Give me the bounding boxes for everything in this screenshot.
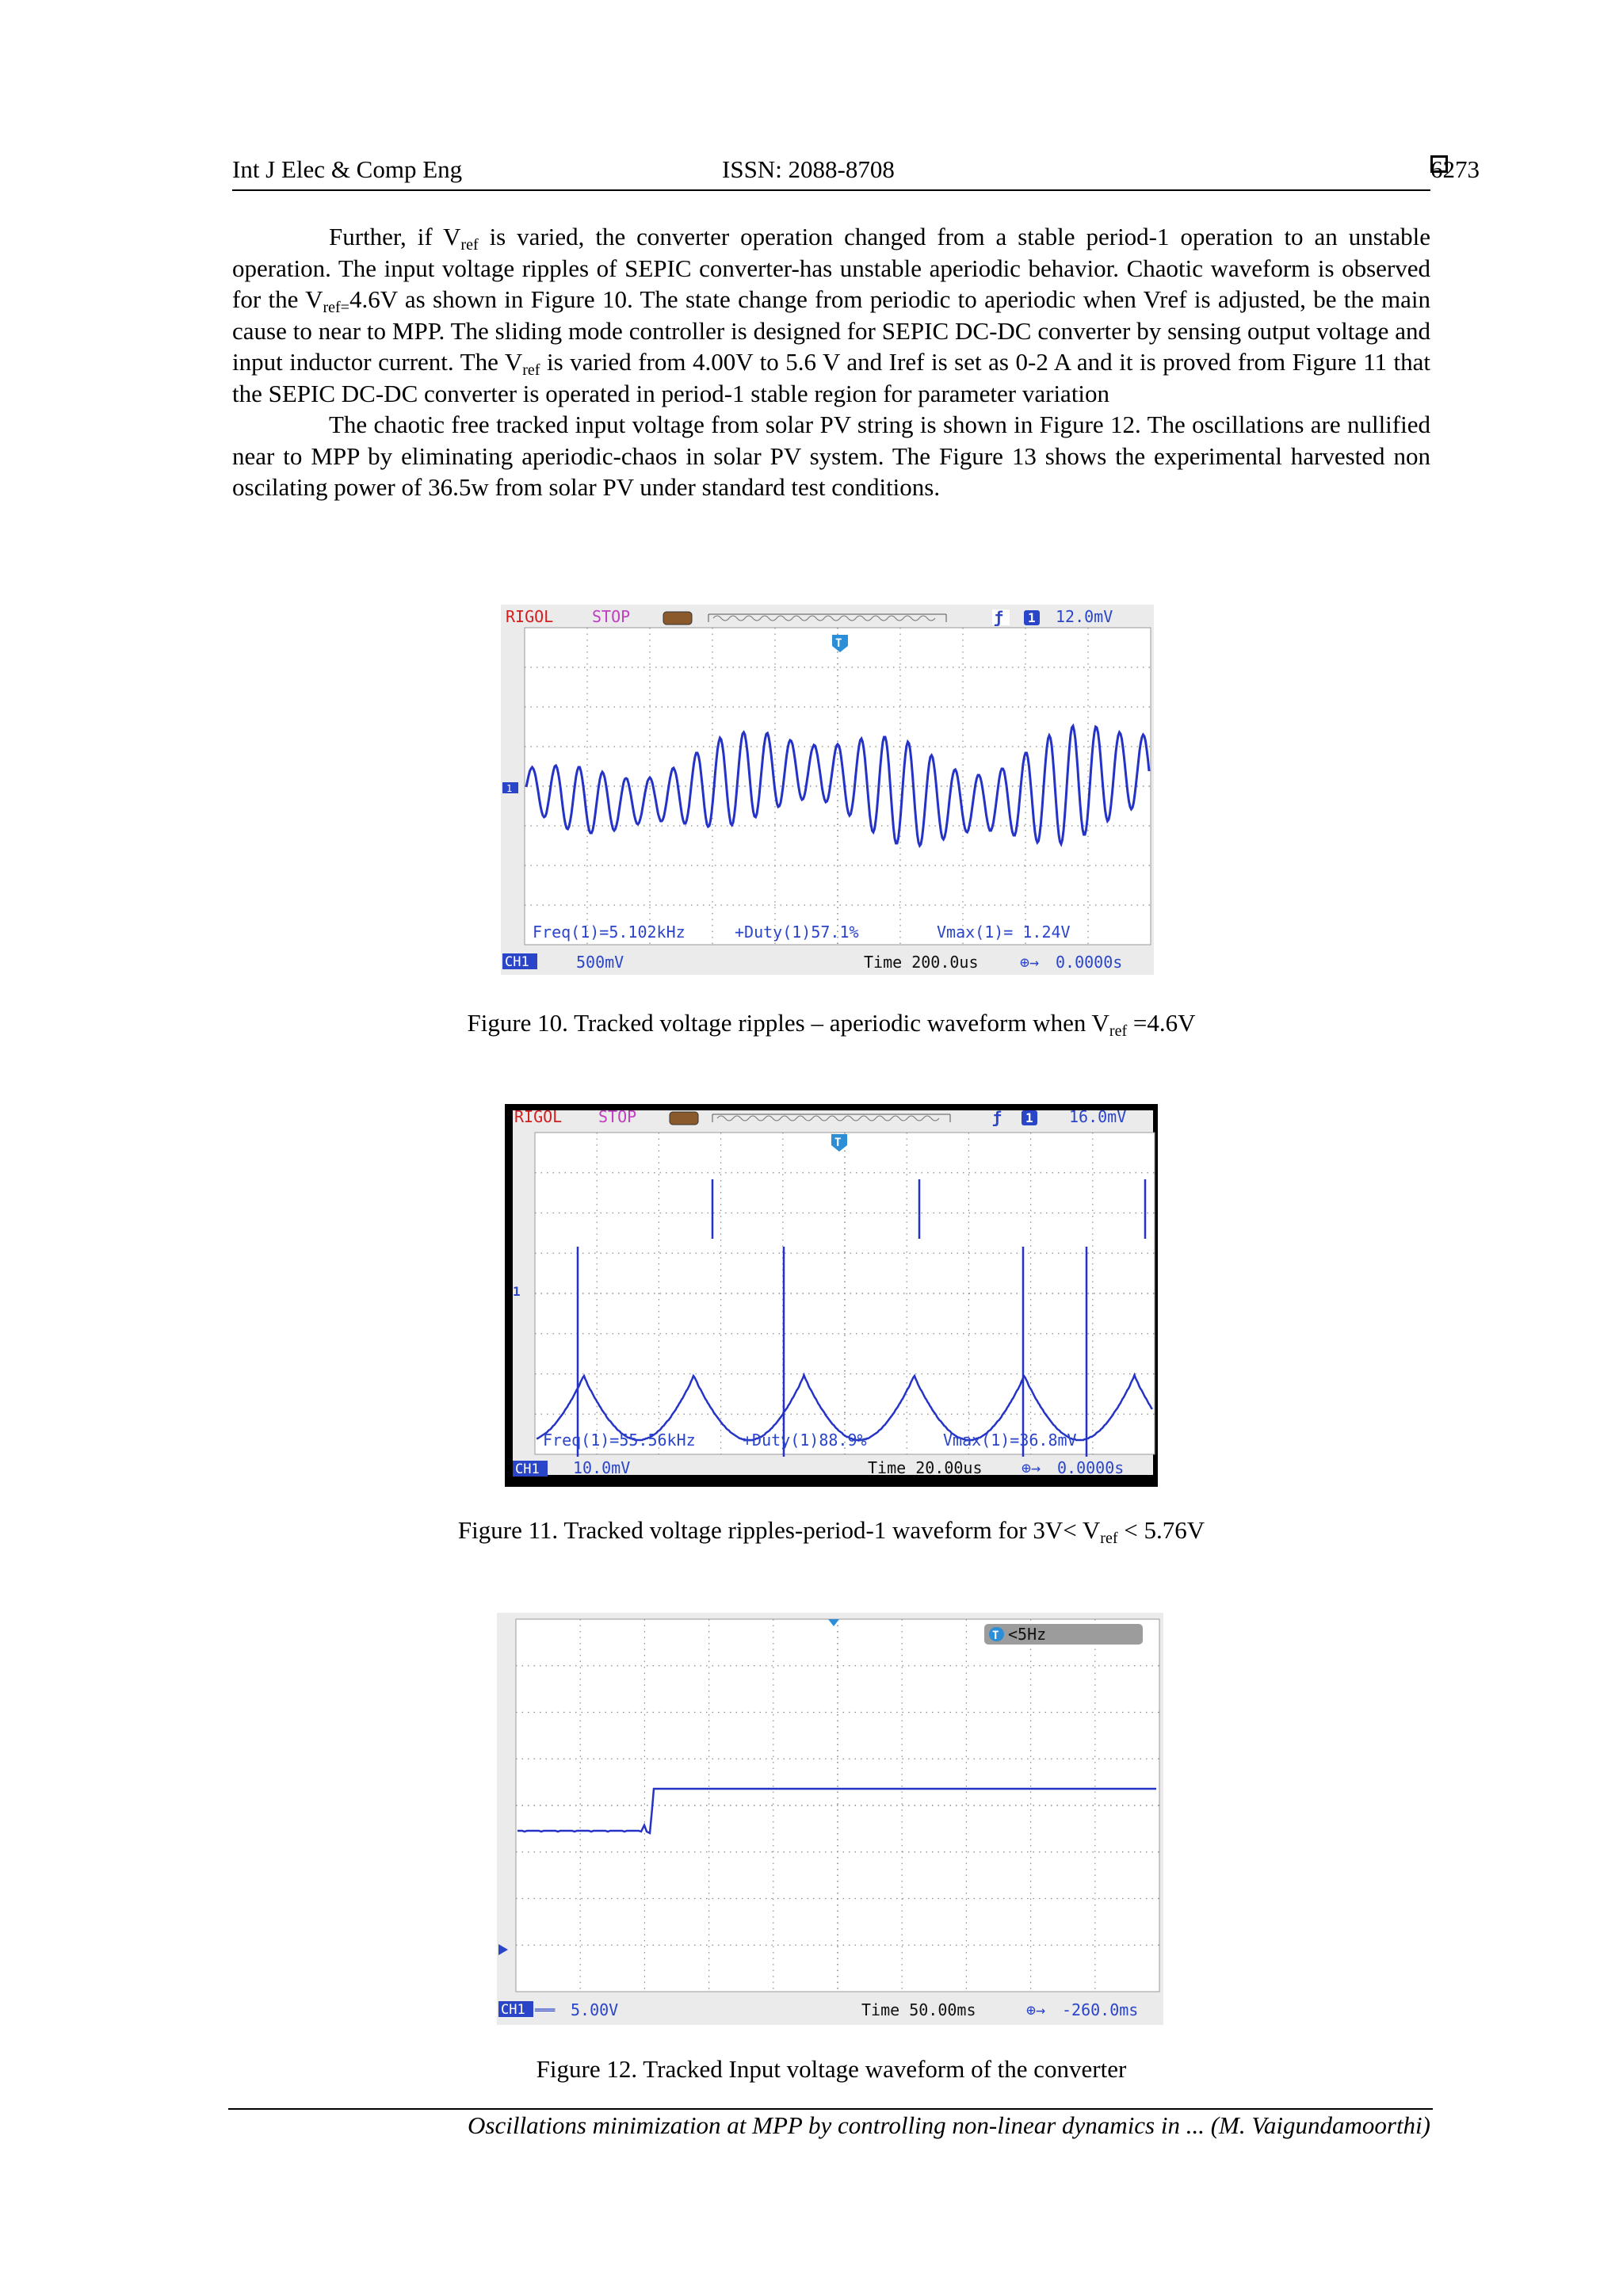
channel-marker-icon: 1 [513, 1284, 521, 1299]
figure-12-oscilloscope [497, 1613, 1163, 2025]
offset-arrow-icon: ⊕→ [1022, 1458, 1041, 1477]
footer-rule [228, 2108, 1433, 2110]
scope-screen [505, 1104, 1158, 1487]
channel-label: CH1 [505, 954, 529, 970]
subscript: ref [460, 236, 479, 254]
duty-measurement: +Duty(1)88.9% [743, 1431, 867, 1450]
caption-subscript: ref [1100, 1530, 1118, 1547]
header-rule [232, 189, 1430, 191]
channel-label: CH1 [501, 2002, 525, 2018]
issn: ISSN: 2088-8708 [722, 155, 895, 183]
state-label: STOP [592, 607, 631, 626]
caption-text: Figure 11. Tracked voltage ripples-period-1 waveform for 3V< V [457, 1516, 1101, 1544]
volts-per-div: 10.0mV [573, 1458, 631, 1477]
subscript: ref= [323, 299, 349, 316]
svg-text:T: T [834, 1137, 842, 1149]
timebase: Time 200.0us [864, 953, 979, 972]
figure-11-caption [232, 1516, 1430, 1545]
horizontal-offset: 0.0000s [1057, 1458, 1125, 1477]
figure-11-oscilloscope [505, 1104, 1158, 1487]
duty-measurement: +Duty(1)57.1% [735, 923, 859, 942]
caption-subscript: ref [1109, 1022, 1128, 1040]
horizontal-offset: -260.0ms [1062, 2000, 1139, 2019]
volts-per-div: 500mV [576, 953, 624, 972]
horizontal-offset: 0.0000s [1056, 953, 1123, 972]
svg-text:1: 1 [1025, 1110, 1033, 1125]
timebase: Time 20.00us [868, 1458, 983, 1477]
offset-arrow-icon: ⊕→ [1026, 2000, 1046, 2019]
vmax-measurement: Vmax(1)=36.8mV [943, 1431, 1077, 1450]
svg-text:T: T [992, 1629, 999, 1642]
brand-label: RIGOL [514, 1107, 563, 1126]
figure-10-caption [232, 1009, 1430, 1040]
channel-label: CH1 [515, 1461, 540, 1477]
page-number: 6273 [1430, 155, 1480, 183]
memory-depth-icon [670, 1112, 698, 1125]
trigger-frequency: <5Hz [1008, 1625, 1047, 1644]
dc-coupling-icon: ═══ [535, 2004, 556, 2017]
caption-text-end: =4.6V [1127, 1009, 1196, 1037]
svg-text:1: 1 [506, 783, 513, 794]
caption-text: Figure 10. Tracked voltage ripples – aperiodic waveform when V [467, 1009, 1109, 1037]
offset-arrow-icon: ⊕→ [1020, 953, 1040, 972]
paragraph: The chaotic free tracked input voltage from solar PV string is shown in Figure 12. The oscillations are nullified near to MPP by eliminating aperiodic-chaos in solar PV system. The Figure 13 shows the experimental harvested non oscilating power of 36.5w from solar PV under standard test conditions. [232, 411, 1430, 501]
freq-measurement: Freq(1)=5.102kHz [533, 923, 685, 942]
memory-depth-icon [663, 612, 692, 625]
journal-name: Int J Elec & Comp Eng [232, 155, 463, 183]
running-footer: Oscillations minimization at MPP by controlling non-linear dynamics in ... (M. Vaigundamoorthi) [468, 2111, 1430, 2139]
vmax-measurement: Vmax(1)= 1.24V [937, 923, 1071, 942]
timebase: Time 50.00ms [861, 2000, 976, 2019]
running-header [232, 155, 1480, 190]
edge-icon: ƒ [992, 1108, 1002, 1127]
trigger-level: 16.0mV [1069, 1107, 1127, 1126]
figure-10-oscilloscope [501, 605, 1154, 975]
brand-label: RIGOL [506, 607, 554, 626]
scope-screen [501, 605, 1154, 975]
subscript: ref [522, 361, 540, 379]
figure-12-caption: Figure 12. Tracked Input voltage waveform of the converter [536, 2055, 1127, 2083]
svg-text:ƒ: ƒ [994, 608, 1004, 627]
scope-screen [497, 1613, 1163, 2025]
body-text [232, 221, 1430, 503]
trigger-level: 12.0mV [1056, 607, 1113, 626]
svg-text:T: T [835, 637, 842, 650]
caption-text-end: < 5.76V [1117, 1516, 1205, 1544]
volts-per-div: 5.00V [571, 2000, 619, 2019]
state-label: STOP [598, 1107, 637, 1126]
freq-measurement: Freq(1)=55.56kHz [543, 1431, 696, 1450]
paragraph: Further, if $V_{ref}$ is varied, the converter operation changed from a stable period-1 operation to an unstable operation. The input voltage ripples of SEPIC converter-has unstable aperiodic behavior. Chaotic waveform is observed for the $V_{ref=}4.6V$ as shown in Figure 10. The state change from periodic to aperiodic when Vref is adjusted, be the main cause to near to MPP. The sliding mode controller is designed for SEPIC DC-DC converter by sensing output voltage and input inductor current. The $V_{ref}$ is varied from 4.00V to 5.6 V and Iref is set as 0-2 A and it is proved from Figure 11 that the SEPIC DC-DC converter is operated in period-1 stable region for parameter variation [232, 223, 1431, 407]
svg-text:1: 1 [1028, 610, 1036, 625]
